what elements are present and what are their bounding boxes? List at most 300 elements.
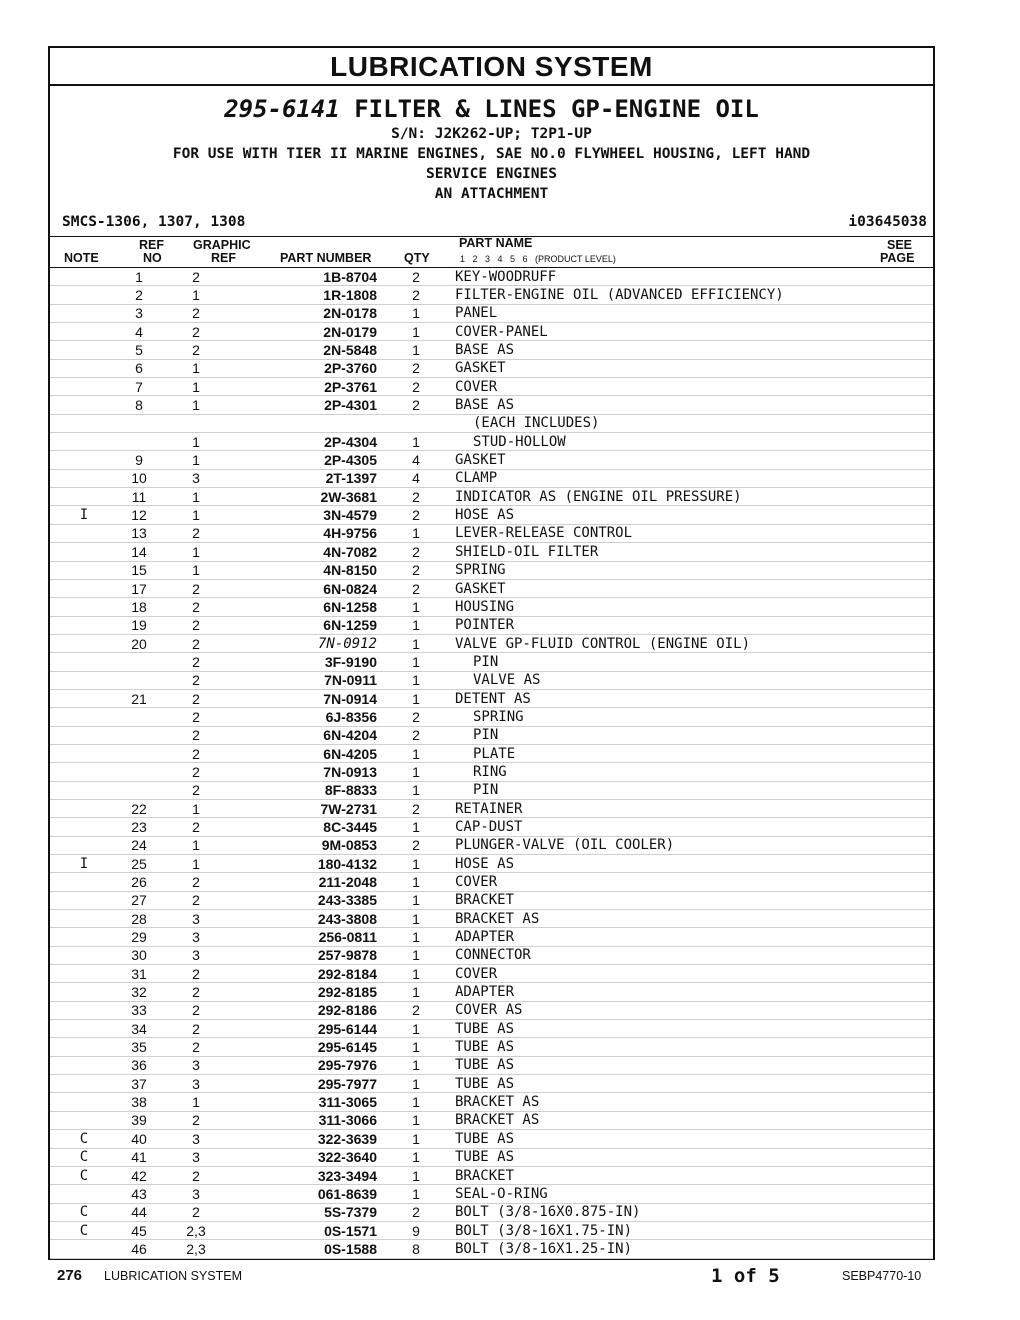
note-cell: C <box>50 1221 118 1239</box>
ref-no-cell: 32 <box>118 983 160 1001</box>
ref-no-cell <box>118 653 160 671</box>
serial-number-range: S/N: J2K262-UP; T2P1-UP <box>391 126 592 142</box>
part-number-cell[interactable]: 180-4132 <box>232 855 377 873</box>
graphic-ref-cell: 1 <box>160 506 232 524</box>
note-cell: C <box>50 1148 118 1166</box>
part-name-cell: ADAPTER <box>455 983 863 1001</box>
table-row <box>50 616 933 634</box>
table-row <box>50 1020 933 1038</box>
graphic-ref-cell: 3 <box>160 1075 232 1093</box>
part-name-cell: GASKET <box>455 579 863 597</box>
col-graphic-bottom: REF <box>211 251 236 265</box>
table-row <box>50 763 933 781</box>
note-cell <box>50 873 118 891</box>
part-name-cell: ADAPTER <box>455 928 863 946</box>
graphic-ref-cell: 2 <box>160 341 232 359</box>
table-row <box>50 414 933 432</box>
part-number-cell[interactable]: 2N-0179 <box>232 323 377 341</box>
see-page-cell <box>863 451 933 469</box>
part-number-cell[interactable]: 8C-3445 <box>232 818 377 836</box>
note-cell: C <box>50 1130 118 1148</box>
graphic-ref-cell: 1 <box>160 359 232 377</box>
ref-no-cell: 44 <box>118 1203 160 1221</box>
qty-cell: 1 <box>377 1130 455 1148</box>
graphic-ref-cell: 2 <box>160 598 232 616</box>
part-name-cell: GASKET <box>455 359 863 377</box>
note-cell <box>50 689 118 707</box>
note-cell <box>50 543 118 561</box>
part-number-cell[interactable]: 061-8639 <box>232 1185 377 1203</box>
ref-no-cell: 1 <box>118 268 160 286</box>
part-number-cell[interactable]: 0S-1588 <box>232 1240 377 1258</box>
part-number-cell[interactable]: 6J-8356 <box>232 708 377 726</box>
see-page-cell <box>863 506 933 524</box>
part-number-cell[interactable]: 2P-3761 <box>232 378 377 396</box>
qty-cell: 1 <box>377 616 455 634</box>
table-row <box>50 396 933 414</box>
qty-cell: 1 <box>377 855 455 873</box>
part-number-cell[interactable]: 295-6145 <box>232 1038 377 1056</box>
part-name-cell: BRACKET AS <box>455 1093 863 1111</box>
part-name-cell: (EACH INCLUDES) <box>455 414 863 432</box>
graphic-ref-cell: 1 <box>160 855 232 873</box>
part-number-cell[interactable]: 311-3065 <box>232 1093 377 1111</box>
ref-no-cell: 45 <box>118 1221 160 1239</box>
graphic-ref-cell: 2 <box>160 634 232 652</box>
part-name-cell: COVER AS <box>455 1001 863 1019</box>
part-number-cell[interactable]: 2P-3760 <box>232 359 377 377</box>
qty-cell: 1 <box>377 323 455 341</box>
table-row <box>50 1001 933 1019</box>
note-cell <box>50 671 118 689</box>
ref-no-cell: 14 <box>118 543 160 561</box>
part-name-cell: COVER <box>455 965 863 983</box>
graphic-ref-cell: 2 <box>160 744 232 762</box>
qty-cell: 1 <box>377 1093 455 1111</box>
qty-cell: 1 <box>377 341 455 359</box>
part-number-cell[interactable]: 295-7976 <box>232 1056 377 1074</box>
part-name-cell: TUBE AS <box>455 1020 863 1038</box>
part-number-cell[interactable]: 243-3808 <box>232 910 377 928</box>
qty-cell: 1 <box>377 983 455 1001</box>
part-number-cell[interactable]: 2N-5848 <box>232 341 377 359</box>
ref-no-cell: 17 <box>118 579 160 597</box>
graphic-ref-cell <box>160 414 232 432</box>
graphic-ref-cell: 2 <box>160 891 232 909</box>
parts-table <box>50 268 933 1259</box>
col-graphic-top: GRAPHIC <box>193 238 251 252</box>
part-number-cell[interactable]: 3N-4579 <box>232 506 377 524</box>
note-cell <box>50 268 118 286</box>
qty-cell: 1 <box>377 1020 455 1038</box>
part-name-cell: BRACKET AS <box>455 910 863 928</box>
note-cell <box>50 1020 118 1038</box>
table-row <box>50 598 933 616</box>
qty-cell: 1 <box>377 818 455 836</box>
qty-cell: 2 <box>377 359 455 377</box>
graphic-ref-cell: 2 <box>160 653 232 671</box>
table-row <box>50 855 933 873</box>
graphic-ref-cell: 3 <box>160 928 232 946</box>
col-note: NOTE <box>64 251 99 265</box>
part-number-cell[interactable]: 7W-2731 <box>232 799 377 817</box>
note-cell <box>50 744 118 762</box>
qty-cell: 1 <box>377 1148 455 1166</box>
part-number-cell[interactable]: 2P-4304 <box>232 433 377 451</box>
qty-cell: 1 <box>377 965 455 983</box>
part-number-cell[interactable]: 2P-4305 <box>232 451 377 469</box>
table-row <box>50 506 933 524</box>
parts-sheet <box>48 46 935 1260</box>
note-cell <box>50 836 118 854</box>
see-page-cell <box>863 1038 933 1056</box>
part-number-cell[interactable]: 7N-0912 <box>232 634 377 652</box>
graphic-ref-cell: 1 <box>160 378 232 396</box>
see-page-cell <box>863 1148 933 1166</box>
see-page-cell <box>863 616 933 634</box>
table-row <box>50 726 933 744</box>
see-page-cell <box>863 763 933 781</box>
note-cell <box>50 653 118 671</box>
part-number-cell[interactable]: 1R-1808 <box>232 286 377 304</box>
see-page-cell <box>863 341 933 359</box>
see-page-cell <box>863 1221 933 1239</box>
part-number-cell[interactable]: 4N-7082 <box>232 543 377 561</box>
table-row <box>50 561 933 579</box>
part-name-cell: TUBE AS <box>455 1148 863 1166</box>
ref-no-cell <box>118 781 160 799</box>
graphic-ref-cell: 2 <box>160 1020 232 1038</box>
graphic-ref-cell: 1 <box>160 451 232 469</box>
part-number-cell[interactable]: 6N-4204 <box>232 726 377 744</box>
see-page-cell <box>863 1075 933 1093</box>
part-number-cell[interactable]: 6N-1258 <box>232 598 377 616</box>
table-row <box>50 799 933 817</box>
graphic-ref-cell: 1 <box>160 561 232 579</box>
part-number-cell[interactable]: 7N-0913 <box>232 763 377 781</box>
part-number-cell[interactable]: 3F-9190 <box>232 653 377 671</box>
see-page-cell <box>863 359 933 377</box>
see-page-cell <box>863 488 933 506</box>
note-cell: C <box>50 1166 118 1184</box>
note-cell <box>50 598 118 616</box>
part-name-cell: PLATE <box>455 744 863 762</box>
see-page-cell <box>863 1056 933 1074</box>
table-row <box>50 433 933 451</box>
col-product-levels: 1 2 3 4 5 6 (PRODUCT LEVEL) <box>460 254 616 264</box>
note-cell <box>50 983 118 1001</box>
part-name-cell: TUBE AS <box>455 1038 863 1056</box>
graphic-ref-cell: 1 <box>160 836 232 854</box>
graphic-ref-cell: 3 <box>160 1130 232 1148</box>
see-page-cell <box>863 781 933 799</box>
ref-no-cell: 8 <box>118 396 160 414</box>
graphic-ref-cell: 3 <box>160 1185 232 1203</box>
qty-cell: 2 <box>377 799 455 817</box>
smcs-row <box>50 214 933 236</box>
graphic-ref-cell: 2,3 <box>160 1240 232 1258</box>
qty-cell: 2 <box>377 378 455 396</box>
table-row <box>50 946 933 964</box>
qty-cell: 1 <box>377 891 455 909</box>
part-number-cell[interactable]: 1B-8704 <box>232 268 377 286</box>
note-cell <box>50 378 118 396</box>
ref-no-cell <box>118 744 160 762</box>
note-cell <box>50 488 118 506</box>
see-page-cell <box>863 1130 933 1148</box>
table-row <box>50 634 933 652</box>
part-name-cell: PIN <box>455 781 863 799</box>
ref-no-cell: 30 <box>118 946 160 964</box>
table-row <box>50 836 933 854</box>
part-number-cell[interactable]: 322-3640 <box>232 1148 377 1166</box>
table-row <box>50 1203 933 1221</box>
ref-no-cell: 9 <box>118 451 160 469</box>
qty-cell: 2 <box>377 836 455 854</box>
col-see-top: SEE <box>887 238 913 252</box>
part-number-cell[interactable]: 6N-0824 <box>232 579 377 597</box>
graphic-ref-cell: 2 <box>160 708 232 726</box>
ref-no-cell: 33 <box>118 1001 160 1019</box>
see-page-cell <box>863 1240 933 1258</box>
qty-cell: 2 <box>377 726 455 744</box>
col-ref-bottom: NO <box>143 251 162 265</box>
table-row <box>50 1166 933 1184</box>
graphic-ref-cell: 1 <box>160 396 232 414</box>
table-row <box>50 1148 933 1166</box>
part-number-cell[interactable]: 292-8184 <box>232 965 377 983</box>
qty-cell: 1 <box>377 433 455 451</box>
usage-line-2: SERVICE ENGINES <box>426 166 557 182</box>
table-row <box>50 378 933 396</box>
part-name-cell: SPRING <box>455 561 863 579</box>
ref-no-cell: 6 <box>118 359 160 377</box>
qty-cell: 2 <box>377 506 455 524</box>
part-name-cell: CLAMP <box>455 469 863 487</box>
qty-cell: 1 <box>377 1075 455 1093</box>
part-number-cell[interactable]: 8F-8833 <box>232 781 377 799</box>
part-name-cell: RETAINER <box>455 799 863 817</box>
part-number-cell[interactable]: 323-3494 <box>232 1166 377 1184</box>
table-row <box>50 1056 933 1074</box>
part-name-cell: RING <box>455 763 863 781</box>
note-cell <box>50 396 118 414</box>
part-number-cell[interactable]: 295-6144 <box>232 1020 377 1038</box>
part-number-cell[interactable]: 7N-0914 <box>232 689 377 707</box>
see-page-cell <box>863 1020 933 1038</box>
table-row <box>50 524 933 542</box>
part-name-cell: BOLT (3/8-16X1.75-IN) <box>455 1221 863 1239</box>
note-cell <box>50 910 118 928</box>
note-cell <box>50 1185 118 1203</box>
graphic-ref-cell: 2 <box>160 965 232 983</box>
ref-no-cell: 18 <box>118 598 160 616</box>
part-number-cell[interactable]: 9M-0853 <box>232 836 377 854</box>
usage-line-1: FOR USE WITH TIER II MARINE ENGINES, SAE NO.0 FLYWHEEL HOUSING, LEFT HAND <box>172 146 811 162</box>
part-name-cell: VALVE AS <box>455 671 863 689</box>
part-number-cell[interactable]: 4H-9756 <box>232 524 377 542</box>
graphic-ref-cell: 2 <box>160 689 232 707</box>
graphic-ref-cell: 2 <box>160 763 232 781</box>
part-number-cell[interactable]: 295-7977 <box>232 1075 377 1093</box>
see-page-cell <box>863 579 933 597</box>
ref-no-cell: 42 <box>118 1166 160 1184</box>
column-headers <box>50 236 933 268</box>
see-page-cell <box>863 891 933 909</box>
note-cell <box>50 781 118 799</box>
graphic-ref-cell: 3 <box>160 1148 232 1166</box>
graphic-ref-cell: 3 <box>160 910 232 928</box>
part-name-cell: BOLT (3/8-16X1.25-IN) <box>455 1240 863 1258</box>
note-cell <box>50 708 118 726</box>
qty-cell: 2 <box>377 396 455 414</box>
part-number-cell[interactable]: 322-3639 <box>232 1130 377 1148</box>
graphic-ref-cell: 2 <box>160 304 232 322</box>
part-number-cell[interactable]: 5S-7379 <box>232 1203 377 1221</box>
part-number-cell[interactable]: 257-9878 <box>232 946 377 964</box>
part-number-cell[interactable]: 6N-4205 <box>232 744 377 762</box>
qty-cell: 1 <box>377 946 455 964</box>
note-cell <box>50 304 118 322</box>
group-part-number[interactable]: 295-6141 <box>224 95 340 123</box>
see-page-cell <box>863 414 933 432</box>
see-page-cell <box>863 1111 933 1129</box>
part-name-cell: TUBE AS <box>455 1130 863 1148</box>
part-number-cell[interactable]: 4N-8150 <box>232 561 377 579</box>
see-page-cell <box>863 304 933 322</box>
see-page-cell <box>863 744 933 762</box>
graphic-ref-cell: 2 <box>160 1111 232 1129</box>
see-page-cell <box>863 561 933 579</box>
part-name-cell: COVER-PANEL <box>455 323 863 341</box>
qty-cell: 4 <box>377 451 455 469</box>
note-cell <box>50 341 118 359</box>
qty-cell: 1 <box>377 524 455 542</box>
part-number-cell[interactable]: 311-3066 <box>232 1111 377 1129</box>
part-name-cell: CONNECTOR <box>455 946 863 964</box>
part-number-cell[interactable]: 2W-3681 <box>232 488 377 506</box>
qty-cell: 2 <box>377 579 455 597</box>
see-page-cell <box>863 1203 933 1221</box>
part-name-cell: PANEL <box>455 304 863 322</box>
ref-no-cell: 4 <box>118 323 160 341</box>
part-number-cell[interactable]: 7N-0911 <box>232 671 377 689</box>
col-part-name: PART NAME <box>459 236 533 250</box>
part-name-cell: VALVE GP-FLUID CONTROL (ENGINE OIL) <box>455 634 863 652</box>
ref-no-cell <box>118 726 160 744</box>
part-name-cell: GASKET <box>455 451 863 469</box>
section-title: LUBRICATION SYSTEM <box>50 48 933 86</box>
usage-line-3: AN ATTACHMENT <box>434 186 549 202</box>
ref-no-cell: 28 <box>118 910 160 928</box>
part-number-cell[interactable]: 6N-1259 <box>232 616 377 634</box>
note-cell <box>50 965 118 983</box>
qty-cell: 2 <box>377 488 455 506</box>
part-number-cell[interactable]: 292-8186 <box>232 1001 377 1019</box>
note-cell <box>50 1240 118 1258</box>
qty-cell: 1 <box>377 304 455 322</box>
part-number-cell[interactable]: 211-2048 <box>232 873 377 891</box>
part-name-cell: TUBE AS <box>455 1056 863 1074</box>
note-cell <box>50 818 118 836</box>
part-number-cell[interactable]: 243-3385 <box>232 891 377 909</box>
part-name-cell: COVER <box>455 378 863 396</box>
note-cell <box>50 433 118 451</box>
note-cell <box>50 634 118 652</box>
ref-no-cell: 23 <box>118 818 160 836</box>
part-number-cell[interactable]: 2T-1397 <box>232 469 377 487</box>
see-page-cell <box>863 708 933 726</box>
note-cell <box>50 928 118 946</box>
note-cell <box>50 1056 118 1074</box>
ref-no-cell: 2 <box>118 286 160 304</box>
table-row <box>50 928 933 946</box>
ref-no-cell: 12 <box>118 506 160 524</box>
part-name-cell: COVER <box>455 873 863 891</box>
qty-cell: 8 <box>377 1240 455 1258</box>
table-row <box>50 359 933 377</box>
part-number-cell[interactable]: 292-8185 <box>232 983 377 1001</box>
ref-no-cell <box>118 414 160 432</box>
part-name-cell: BASE AS <box>455 341 863 359</box>
qty-cell: 1 <box>377 1111 455 1129</box>
part-name-cell: PIN <box>455 653 863 671</box>
part-name-cell: CAP-DUST <box>455 818 863 836</box>
ref-no-cell: 19 <box>118 616 160 634</box>
table-row <box>50 744 933 762</box>
see-page-cell <box>863 653 933 671</box>
see-page-cell <box>863 323 933 341</box>
ref-no-cell: 11 <box>118 488 160 506</box>
note-cell <box>50 561 118 579</box>
note-cell <box>50 451 118 469</box>
ref-no-cell: 27 <box>118 891 160 909</box>
ref-no-cell: 22 <box>118 799 160 817</box>
see-page-cell <box>863 286 933 304</box>
note-cell <box>50 1111 118 1129</box>
ref-no-cell: 36 <box>118 1056 160 1074</box>
qty-cell: 1 <box>377 781 455 799</box>
part-number-cell[interactable]: 256-0811 <box>232 928 377 946</box>
table-row <box>50 579 933 597</box>
see-page-cell <box>863 910 933 928</box>
qty-cell: 1 <box>377 1166 455 1184</box>
table-row <box>50 1221 933 1239</box>
page-footer <box>0 1265 1020 1289</box>
see-page-cell <box>863 543 933 561</box>
part-name-cell: BOLT (3/8-16X0.875-IN) <box>455 1203 863 1221</box>
table-row <box>50 488 933 506</box>
note-cell <box>50 579 118 597</box>
see-page-cell <box>863 396 933 414</box>
part-name-cell: PLUNGER-VALVE (OIL COOLER) <box>455 836 863 854</box>
part-name-cell: TUBE AS <box>455 1075 863 1093</box>
part-number-cell[interactable]: 0S-1571 <box>232 1221 377 1239</box>
part-number-cell[interactable]: 2P-4301 <box>232 396 377 414</box>
graphic-ref-cell: 2 <box>160 1166 232 1184</box>
qty-cell: 1 <box>377 910 455 928</box>
part-name-cell: STUD-HOLLOW <box>455 433 863 451</box>
note-cell <box>50 799 118 817</box>
part-number-cell <box>232 414 377 432</box>
part-number-cell[interactable]: 2N-0178 <box>232 304 377 322</box>
table-row <box>50 304 933 322</box>
graphic-ref-cell: 1 <box>160 1093 232 1111</box>
part-name-cell: BRACKET <box>455 891 863 909</box>
qty-cell <box>377 414 455 432</box>
see-page-cell <box>863 836 933 854</box>
part-name-cell: SPRING <box>455 708 863 726</box>
